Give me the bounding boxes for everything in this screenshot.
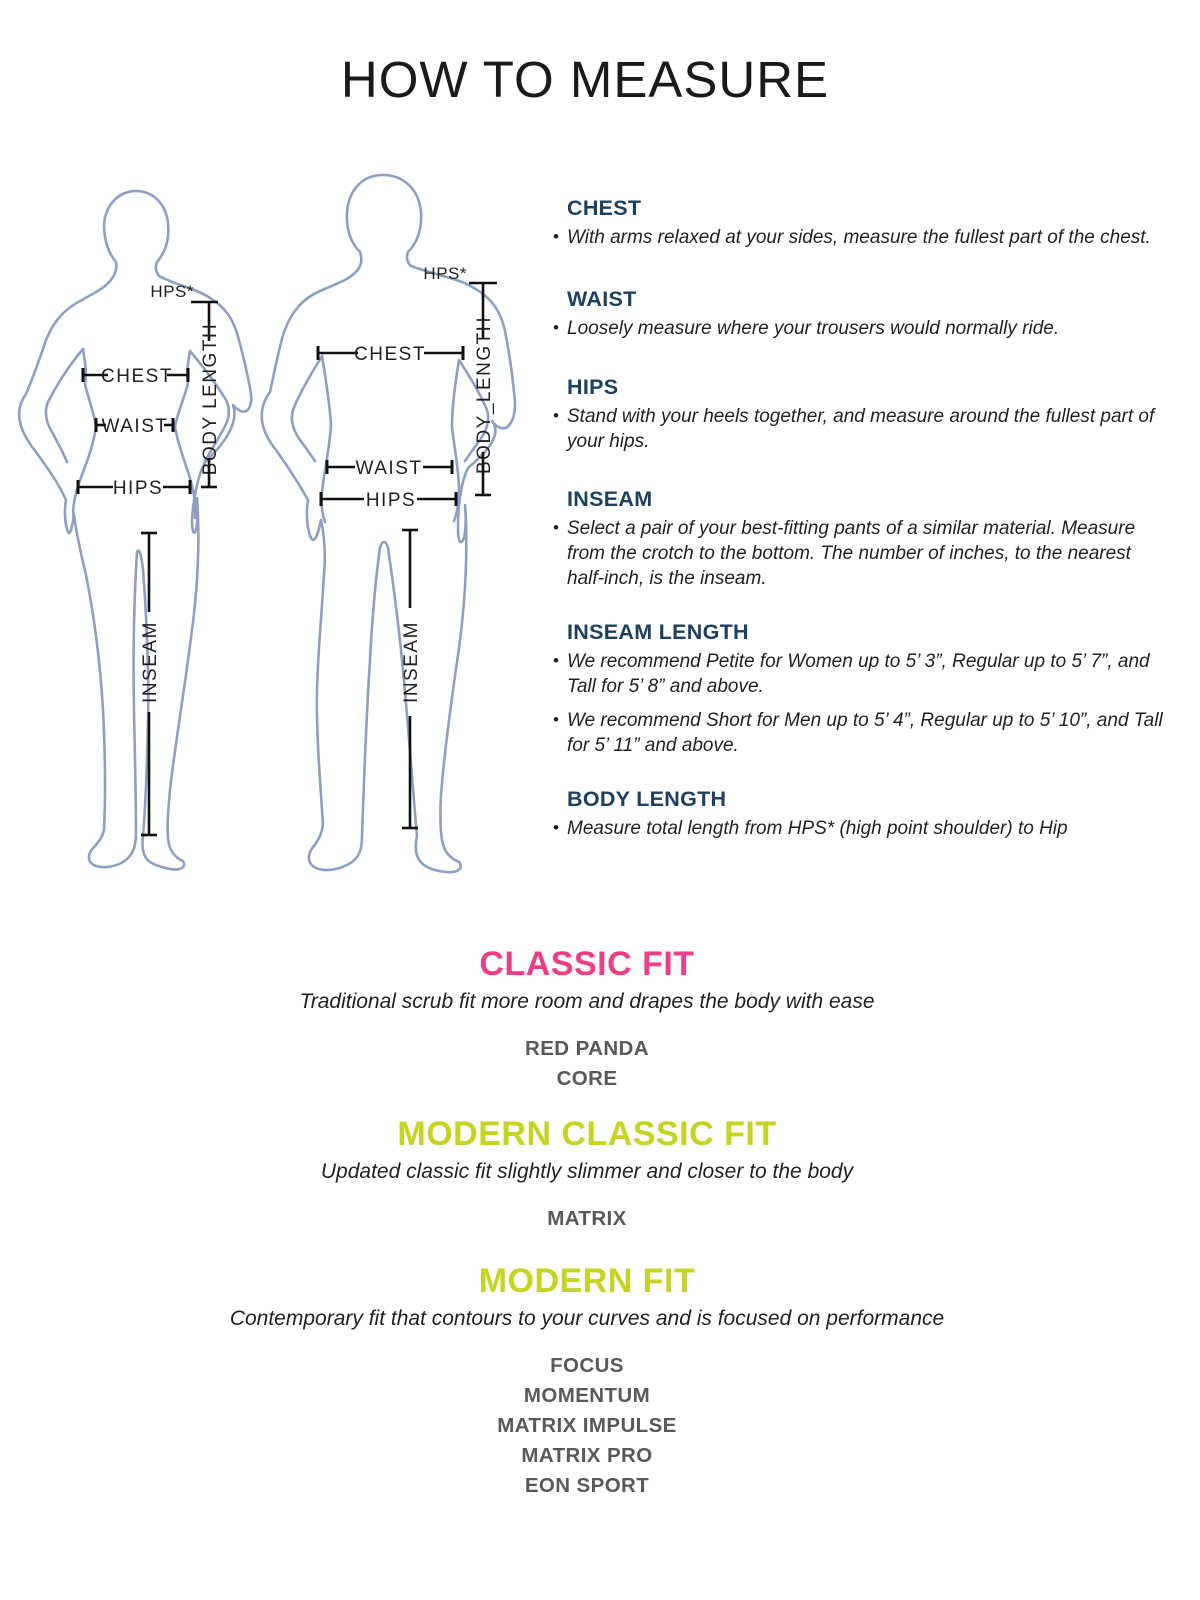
brand-list	[0, 1351, 1174, 1501]
bullet-dot: •	[553, 318, 559, 337]
section-heading: WAIST	[567, 287, 637, 311]
bullet-text: We recommend Petite for Women up to 5’ 3”, Regular up to 5’ 7”, and Tall for 5’ 8” and above.	[567, 651, 1150, 698]
measure-section-inseam-length	[553, 620, 1171, 767]
male-left-torso-line	[322, 356, 331, 522]
fit-section-modern-classic	[0, 1115, 1174, 1234]
male-inseam-label: INSEAM	[401, 621, 422, 703]
bullet-text: Measure total length from HPS* (high point shoulder) to Hip	[567, 818, 1068, 839]
bullet-dot: •	[553, 227, 559, 246]
female-body-length-label: BODY LENGTH	[200, 322, 221, 476]
bullet-item	[553, 316, 1171, 341]
male-waist-measure	[327, 458, 452, 479]
female-silhouette	[19, 191, 251, 870]
bullet-text: Select a pair of your best-fitting pants of a similar material. Measure from the crotch to the bottom. The number of inches, to the nearest half-inch, is the inseam.	[567, 518, 1136, 590]
male-chest-label: CHEST	[354, 344, 426, 365]
bullet-item	[553, 816, 1171, 841]
brand-item: MATRIX IMPULSE	[497, 1414, 677, 1437]
fit-description: Traditional scrub fit more room and drapes the body with ease	[299, 990, 875, 1013]
measure-section-body-length	[553, 787, 1171, 850]
bullet-item	[553, 649, 1171, 699]
bullet-item	[553, 404, 1171, 454]
female-inseam-label: INSEAM	[140, 621, 161, 703]
male-figure	[262, 175, 515, 872]
brand-item: MATRIX PRO	[521, 1444, 653, 1467]
measure-section-waist	[553, 287, 1171, 350]
bullet-dot: •	[553, 518, 559, 537]
fit-section-classic	[0, 945, 1174, 1094]
page-title: HOW TO MEASURE	[340, 51, 830, 108]
bullet-dot: •	[553, 651, 559, 670]
brand-item: RED PANDA	[525, 1037, 649, 1060]
bullet-dot: •	[553, 406, 559, 425]
female-waist-label: WAIST	[101, 416, 169, 437]
male-silhouette	[262, 175, 515, 872]
section-heading: CHEST	[567, 196, 642, 220]
male-left-inner-arm-line	[292, 356, 322, 461]
bullet-item	[553, 516, 1171, 591]
brand-item: FOCUS	[550, 1354, 624, 1377]
bullet-item	[553, 225, 1171, 250]
male-body-length-label: BODY_LENGTH	[474, 316, 495, 474]
fit-description: Contemporary fit that contours to your curves and is focused on performance	[229, 1307, 945, 1330]
female-figure	[19, 191, 251, 870]
bullet-text: With arms relaxed at your sides, measure the fullest part of the chest.	[567, 227, 1151, 248]
female-waist-measure	[96, 416, 173, 437]
female-hips-measure	[78, 478, 190, 499]
female-chest-measure	[83, 366, 188, 387]
female-left-inner-arm-line	[46, 349, 83, 462]
male-body-length-measure	[423, 264, 497, 495]
brand-list	[0, 1204, 1174, 1234]
brand-item: EON SPORT	[524, 1474, 650, 1497]
brand-item: CORE	[556, 1067, 618, 1090]
measure-section-inseam	[553, 487, 1171, 600]
fit-description: Updated classic fit slightly slimmer and closer to the body	[320, 1160, 854, 1183]
fit-heading: MODERN FIT	[478, 1262, 696, 1300]
bullet-dot: •	[553, 710, 559, 730]
bullet-text: Loosely measure where your trousers would normally ride.	[567, 318, 1060, 339]
brand-item: MOMENTUM	[523, 1384, 651, 1407]
brand-list	[0, 1034, 1174, 1094]
section-heading: HIPS	[567, 375, 619, 399]
section-heading: INSEAM	[567, 487, 653, 511]
male-hps-label: HPS*	[423, 264, 467, 283]
male-hips-measure	[321, 490, 456, 511]
female-hps-label: HPS*	[150, 282, 194, 301]
measure-section-hips	[553, 375, 1171, 463]
male-hips-label: HIPS	[365, 490, 417, 511]
male-chest-measure	[318, 344, 463, 365]
male-waist-label: WAIST	[355, 458, 423, 479]
section-heading: BODY LENGTH	[567, 787, 727, 811]
bullet-text: Stand with your heels together, and measure around the fullest part of your hips.	[567, 406, 1155, 453]
section-heading: INSEAM LENGTH	[567, 620, 749, 644]
female-hips-label: HIPS	[112, 478, 164, 499]
measure-section-chest	[553, 196, 1171, 259]
brand-item: MATRIX	[547, 1207, 627, 1230]
bullet-dot: •	[553, 818, 559, 837]
female-chest-label: CHEST	[101, 366, 173, 387]
bullet-item	[553, 708, 1171, 758]
fit-section-modern	[0, 1262, 1174, 1501]
fit-heading: MODERN CLASSIC FIT	[397, 1115, 777, 1153]
bullet-text: We recommend Short for Men up to 5’ 4”, Regular up to 5’ 10”, and Tall for 5’ 11” and above.	[567, 710, 1163, 757]
fit-heading: CLASSIC FIT	[479, 945, 695, 983]
